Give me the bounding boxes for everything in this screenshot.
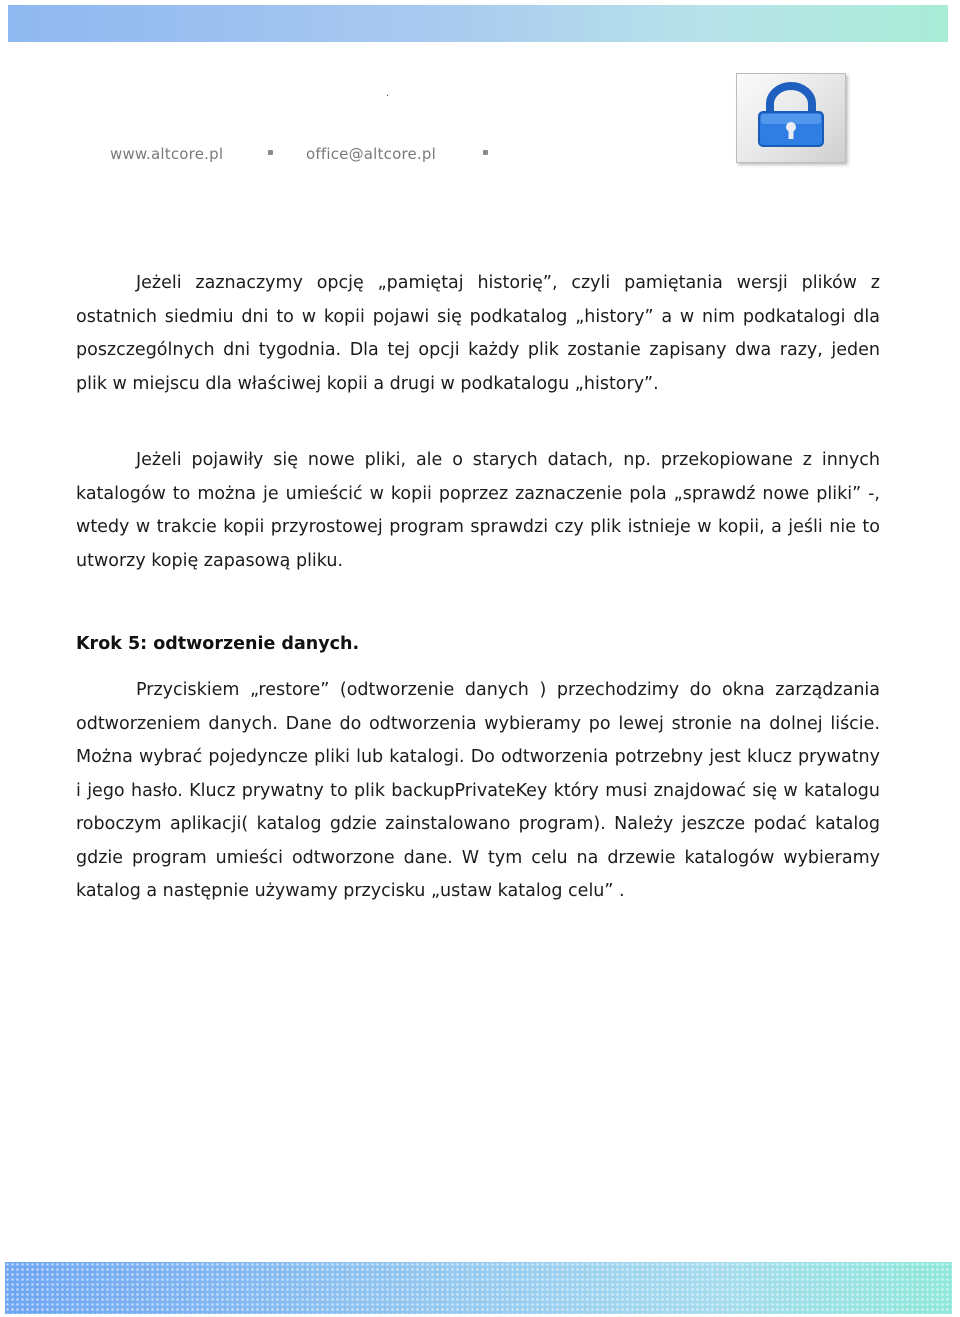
email-link[interactable]: office@altcore.pl: [306, 145, 436, 163]
website-link[interactable]: www.altcore.pl: [110, 145, 224, 163]
paragraph-new-files: Jeżeli pojawiły się nowe pliki, ale o starych datach, np. przekopiowane z innych katalogów to można je umieścić w kopii poprzez zaznaczenie pola „sprawdź nowe pliki” -, wtedy w trakcie kopii przyrostowej program sprawdzi czy plik istnieje w kopii, a jeśli nie to utworzy kopię zapasową pliku.: [76, 450, 880, 571]
header-decorative-band: [8, 5, 948, 42]
header-dot: .: [386, 88, 390, 99]
separator-dot: [483, 150, 488, 155]
separator-dot: [268, 150, 273, 155]
lock-logo: [736, 73, 846, 163]
paragraph-restore: Przyciskiem „restore” (odtworzenie danych ) przechodzimy do okna zarządzania odtworzeniem danych. Dane do odtworzenia wybieramy po lewej stronie na dolnej liście. Można wybrać pojedyncze pliki lub katalogi. Do odtworzenia potrzebny jest klucz prywatny i jego hasło. Klucz prywatny to plik backupPrivateKey który musi znajdować się w katalogu roboczym aplikacji( katalog gdzie zainstalowano program). Należy jeszcze podać katalog gdzie program umieści odtworzone dane. W tym celu na drzewie katalogów wybieramy katalog a następnie używamy przycisku „ustaw katalog celu” .: [76, 680, 880, 901]
lock-icon: [737, 74, 845, 162]
paragraph-history: Jeżeli zaznaczymy opcję „pamiętaj historię”, czyli pamiętania wersji plików z ostatnich siedmiu dni to w kopii pojawi się podkatalog „history” a w nim podkatalogi dla poszczególnych dni tygodnia. Dla tej opcji każdy plik zostanie zapisany dwa razy, jeden plik w miejscu dla właściwej kopii a drugi w podkatalogu „history”.: [76, 273, 880, 394]
section-heading: Krok 5: odtworzenie danych.: [76, 634, 360, 654]
footer-decorative-band: [5, 1262, 952, 1314]
